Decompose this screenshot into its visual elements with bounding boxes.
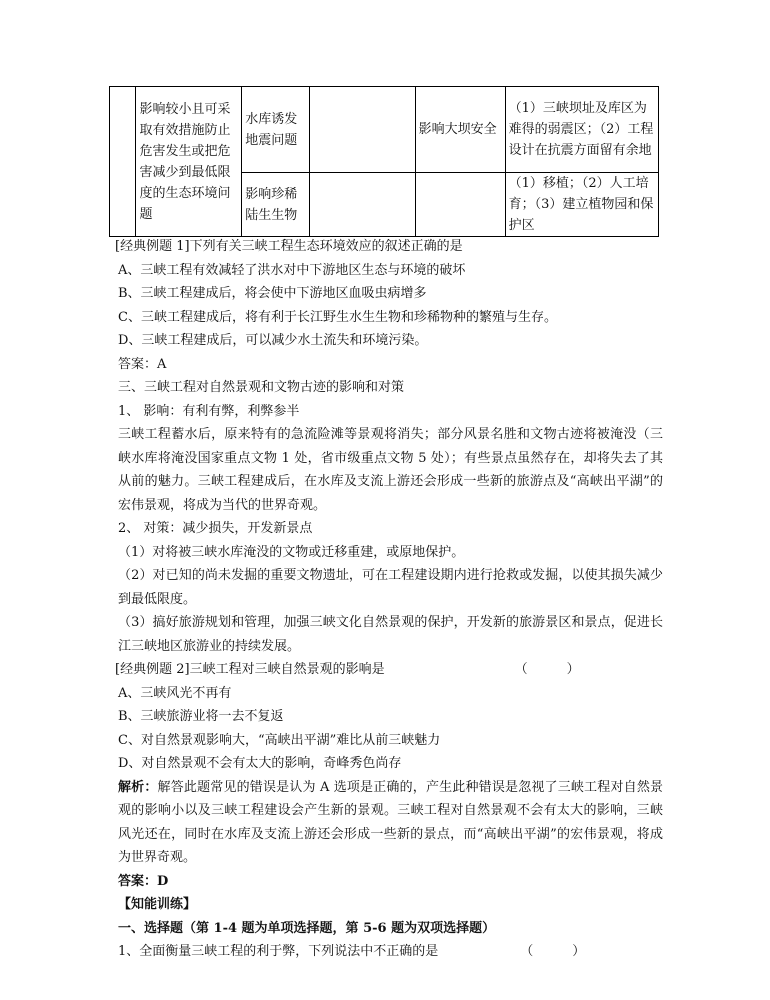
training-question-1 bbox=[118, 940, 663, 964]
measure-item-1: （1）对将被三峡水库淹没的文物或迁移重建，或原地保护。 bbox=[118, 544, 465, 560]
analysis-paragraph bbox=[118, 776, 663, 870]
measures-title: 2、 对策：减少损失，开发新景点 bbox=[118, 521, 313, 536]
table-cell-measure: （1）移植；（2）人工培育；（3）建立植物园和保护区 bbox=[505, 173, 658, 237]
analysis-label: 解析： bbox=[118, 779, 158, 795]
section-title: 三、三峡工程对自然景观和文物古迹的影响和对策 bbox=[118, 380, 405, 395]
option-a: A、三峡工程有效减轻了洪水对中下游地区生态与环境的破坏 bbox=[118, 262, 466, 278]
question-text: 1、全面衡量三峡工程的利于弊，下列说法中不正确的是 bbox=[118, 944, 439, 959]
training-title: 【知能训练】 bbox=[118, 897, 197, 912]
table-row bbox=[110, 87, 659, 173]
measure-item-3: （3）搞好旅游规划和管理，加强三峡文化自然景观的保护，开发新的旅游景区和景点，促进长江三峡地区旅游业的持续发展。 bbox=[118, 615, 663, 654]
option-d: D、对自然景观不会有太大的影响，奇峰秀色尚存 bbox=[118, 756, 402, 771]
answer-blank: （ ） bbox=[520, 944, 586, 959]
table-cell-effect: 影响大坝安全 bbox=[415, 87, 505, 173]
question-text: 三峡工程对三峡自然景观的影响是 bbox=[189, 662, 385, 677]
eco-issue-table bbox=[109, 86, 659, 237]
table-cell-empty bbox=[110, 87, 136, 237]
table-cell-empty bbox=[309, 87, 415, 173]
impact-paragraph: 三峡工程蓄水后，原来特有的急流险滩等景观将消失；部分风景名胜和文物古迹将被淹没（三峡水库将淹没国家重点文物 1 处，省市级重点文物 5 处）；有些景点虽然存在，却将失去了其从前的魅力。三峡工程建成后，在水库及支流上游还会形成一些新的旅游点及“高峡出平湖”的宏伟景观，将成为当代的世界奇观。 bbox=[118, 427, 663, 513]
example2-question bbox=[115, 658, 663, 682]
table-cell-measure: （1）三峡坝址及库区为难得的弱震区；（2）工程设计在抗震方面留有余地 bbox=[505, 87, 658, 173]
table-cell-issue: 影响珍稀陆生生物 bbox=[242, 173, 310, 237]
document-body bbox=[115, 235, 663, 964]
table-cell-empty bbox=[309, 173, 415, 237]
answer-text: 答案：A bbox=[118, 356, 167, 372]
question-text: 下列有关三峡工程生态环境效应的叙述正确的是 bbox=[189, 239, 463, 254]
table-cell-issue: 水库诱发地震问题 bbox=[242, 87, 310, 173]
option-d: D、三峡工程建成后，可以减少水土流失和环境污染。 bbox=[118, 333, 428, 348]
impact-title: 1、 影响：有利有弊，利弊参半 bbox=[118, 403, 300, 419]
option-c: C、对自然景观影响大，“高峡出平湖”难比从前三峡魅力 bbox=[118, 732, 441, 748]
option-b: B、三峡工程建成后，将会使中下游地区血吸虫病增多 bbox=[118, 286, 427, 301]
answer-text: 答案：D bbox=[118, 873, 169, 889]
analysis-text: 解答此题常见的错误是认为 A 选项是正确的，产生此种错误是忽视了三峡工程对自然景观的影响小以及三峡工程建设会产生新的景观。三峡工程对自然景观不会有太大的影响，三峡风光还在，同时在水库及支流上游还会形成一些新的景点，而“高峡出平湖”的宏伟景观，将成为世界奇观。 bbox=[118, 779, 663, 865]
option-b: B、三峡旅游业将一去不复返 bbox=[118, 709, 284, 724]
example-tag: [经典例题 2] bbox=[115, 662, 190, 677]
answer-blank: （ ） bbox=[514, 662, 580, 677]
table-cell-category: 影响较小且可采取有效措施防止危害发生或把危害减少到最低限度的生态环境问题 bbox=[136, 87, 242, 237]
example1-question bbox=[115, 235, 663, 259]
table-cell-effect bbox=[415, 173, 505, 237]
measure-item-2: （2）对已知的尚未发掘的重要文物遗址，可在工程建设期内进行抢救或发掘，以使其损失减少到最低限度。 bbox=[118, 568, 663, 607]
option-a: A、三峡风光不再有 bbox=[118, 685, 232, 701]
training-section-title: 一、选择题（第 1-4 题为单项选择题，第 5-6 题为双项选择题） bbox=[118, 920, 496, 936]
example-tag: [经典例题 1] bbox=[115, 239, 190, 254]
option-c: C、三峡工程建成后，将有利于长江野生水生生物和珍稀物种的繁殖与生存。 bbox=[118, 309, 557, 325]
